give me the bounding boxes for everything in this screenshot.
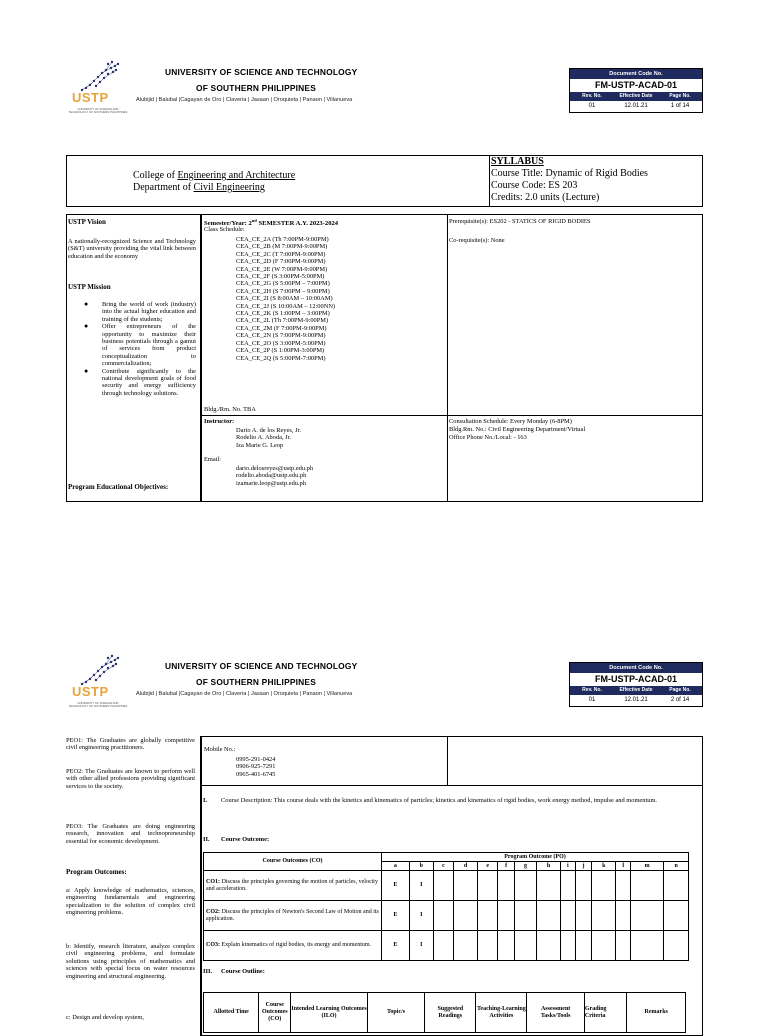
syllabus-heading: SYLLABUS: [491, 156, 544, 167]
po-mark: [498, 871, 515, 901]
po-mark: E: [382, 901, 410, 931]
mobile-number: 0995-291-0424: [236, 756, 276, 763]
page-no: 2 of 14: [670, 697, 690, 703]
title-box: [66, 155, 703, 207]
co-text: CO3: Explain kinematics of rigid bodies, its energy and momentum.: [204, 931, 382, 961]
mobile-number: 0965-401-6745: [236, 770, 276, 778]
mobile-list: [236, 756, 275, 778]
schedule-item: CEA_CE_2H (S 7:00PM – 9:00PM): [236, 287, 330, 295]
co-header: Course Outcomes (CO): [204, 853, 382, 871]
consultation-building: Bldg.Rm. No.: Civil Engineering Department/Virtual: [449, 426, 586, 433]
schedule-item: CEA_CE_2N (S 7:00PM-9:00PM): [236, 332, 326, 340]
po-mark: [454, 871, 478, 901]
po-mark: I: [409, 871, 433, 901]
schedule-item: CEA_CE_2O (S 3:00PM-5:00PM): [236, 339, 326, 347]
outline-header: Allotted Time: [204, 993, 259, 1033]
schedule-item: CEA_CE_2P (S 1:00PM-3:00PM): [236, 347, 325, 355]
po-mark: [433, 931, 453, 961]
ustp-logo: USTP UNIVERSITY OF SCIENCE AND TECHNOLOGY OF SOUTHERN PHILIPPINES: [68, 58, 130, 130]
email-address: dario.delosreyes@ustp.edu.ph: [236, 465, 314, 472]
schedule-item: CEA_CE_2A (Th 7:00PM-9:00PM): [236, 236, 329, 243]
po-mark: [616, 871, 631, 901]
mission-item: ● Contribute significantly to the national development goals of food security and energy sufficiency through technology solutions.: [82, 368, 196, 398]
po-mark: E: [382, 931, 410, 961]
mission-list: [82, 301, 196, 397]
po-letter: b: [409, 862, 433, 871]
po-mark: [575, 871, 592, 901]
schedule-item: CEA_CE_2L (Th 7:00PM-9:00PM): [236, 317, 329, 325]
co-row: [204, 901, 689, 931]
logo-dots-icon: [68, 58, 128, 94]
co-row: [204, 871, 689, 901]
instructor-name: Dario A. de los Reyes, Jr.: [236, 427, 301, 434]
mobile-label: Mobile No.:: [204, 746, 236, 753]
doc-code: FM-USTP-ACAD-01: [595, 674, 677, 684]
po-mark: [664, 901, 689, 931]
outline-header: Topic/s: [367, 993, 424, 1033]
effective-label: Effective Date: [614, 686, 658, 695]
university-name-line2: OF SOUTHERN PHILIPPINES: [196, 83, 317, 93]
po-letter: i: [561, 862, 576, 871]
po-mark: [498, 901, 515, 931]
po-mark: [514, 871, 536, 901]
rev-label: Rev. No.: [570, 92, 614, 101]
po-mark: [631, 871, 664, 901]
peo1: PEO1: The Graduates are globally competitive civil engineering practitioners.: [66, 737, 195, 752]
document-code-box: [569, 68, 703, 113]
section-number-iii: III.: [203, 968, 213, 975]
po-letter: h: [537, 862, 561, 871]
po-mark: [537, 901, 561, 931]
course-description: Course Description: This course deals with the kinetics and kinematics of particles; kinetics and kinematics of rigid bodies, work energy method, impulse and momentum.: [221, 797, 658, 804]
instructor-name: Rodelio A. Aboda, Jr.: [236, 434, 292, 442]
po-mark: [664, 871, 689, 901]
section-number-ii: II.: [203, 836, 210, 843]
po-mark: [575, 931, 592, 961]
schedule-item: CEA_CE_2Q (S 5:00PM-7:00PM): [236, 354, 326, 362]
po-header: Program Outcome (PO): [382, 853, 689, 862]
po-mark: [433, 901, 453, 931]
po-mark: [454, 901, 478, 931]
building-room: Bldg./Rm. No. TBA: [204, 406, 256, 413]
schedule-item: CEA_CE_2G (S 5:00PM – 7:00PM): [236, 280, 330, 288]
peo2: PEO2: The Graduates are known to perform well with other allied professions providing significant services to the society.: [66, 768, 195, 790]
doc-code-label: Document Code No.: [570, 663, 702, 673]
outline-header: Course Outcomes (CO): [259, 993, 291, 1033]
peo-title: Program Educational Objectives:: [68, 483, 169, 491]
po-letter: g: [514, 862, 536, 871]
po-letter: d: [454, 862, 478, 871]
po-mark: [478, 901, 498, 931]
po-mark: [592, 901, 616, 931]
mission-item: ● Offer entrepreneurs of the opportunity to maximize their business potentials through a gamut of services from product conceptualization to commercialization;: [82, 323, 196, 367]
rev-label: Rev. No.: [570, 686, 614, 695]
page-label: Page No.: [658, 686, 702, 695]
po-mark: [478, 871, 498, 901]
section-number-i: I.: [203, 797, 208, 804]
schedule-item: CEA_CE_2F (S 3:00PM-5:00PM): [236, 273, 325, 281]
mobile-number: 0906-925-7291: [236, 763, 276, 771]
mission-item: ● Bring the world of work (industry) into the actual higher education and training of the students;: [82, 301, 196, 323]
document-code-box: [569, 662, 703, 707]
schedule-item: CEA_CE_2J (S 10:00AM – 12:00NN): [236, 302, 336, 310]
schedule-item: CEA_CE_2B (M 7:00PM-9:00PM): [236, 243, 328, 251]
po-mark: [514, 931, 536, 961]
po-mark: [537, 871, 561, 901]
vision-text: A nationally-recognized Science and Technology (S&T) university providing the vital link between education and the economy: [68, 238, 196, 260]
program-outcome-a: a: Apply knowledge of mathematics, sciences, engineering fundamentals and engineering specialization to the solution of complex civil engineering problems.: [66, 887, 195, 917]
po-mark: [514, 901, 536, 931]
po-mark: [561, 871, 576, 901]
logo-dots-icon: [68, 652, 128, 688]
university-name-line2: OF SOUTHERN PHILIPPINES: [196, 677, 317, 687]
doc-code-label: Document Code No.: [570, 69, 702, 79]
po-letter: a: [382, 862, 410, 871]
email-label: Email:: [204, 456, 222, 463]
effective-label: Effective Date: [614, 92, 658, 101]
email-address: rodelio.aboda@ustp.edu.ph: [236, 472, 307, 480]
instructor-list: [236, 427, 301, 449]
po-mark: [616, 931, 631, 961]
po-letter: k: [592, 862, 616, 871]
instructor-name: Iza Marie G. Leop: [236, 441, 284, 449]
outline-header: Suggested Readings: [425, 993, 476, 1033]
po-mark: [592, 931, 616, 961]
office-phone: Office Phone No./Local: - 163: [449, 434, 527, 441]
semester-line: Semester/Year: 2nd SEMESTER A.Y. 2023-2024: [204, 218, 339, 228]
po-mark: [454, 931, 478, 961]
rev-no: 01: [588, 697, 596, 703]
po-mark: [478, 931, 498, 961]
schedule-item: CEA_CE_2K (S 1:00PM – 3:00PM): [236, 310, 330, 318]
po-mark: [433, 871, 453, 901]
peo3: PEO3: The Graduates are doing engineering research, innovation and technopreneurship essential for economic development.: [66, 823, 195, 845]
class-schedule-label: Class Schedule:: [204, 226, 245, 233]
po-mark: [561, 931, 576, 961]
po-mark: [561, 901, 576, 931]
corequisite: Co-requisite(s): None: [449, 237, 505, 244]
outline-header: Assessment Tasks/Tools: [527, 993, 584, 1033]
po-letter: l: [616, 862, 631, 871]
campus-list: Alubijid | Balubal |Cagayan de Oro | Claveria | Jasaan | Oroquieta | Panaon | Villanueva: [136, 97, 353, 103]
outline-header: Grading Criteria: [584, 993, 627, 1033]
university-name-line1: UNIVERSITY OF SCIENCE AND TECHNOLOGY: [165, 67, 358, 77]
program-outcome-b: b: Identify, research literature, analyze complex civil engineering problems, and formulate solutions using principles of mathematics and sciences with special focus on water resources engineering and structural engineering.: [66, 943, 195, 980]
doc-code: FM-USTP-ACAD-01: [595, 80, 677, 90]
schedule-item: CEA_CE_2C (T 7:00PM-9:00PM): [236, 250, 326, 258]
program-outcome-c: c: Design and develop system,: [66, 1014, 144, 1021]
po-mark: E: [382, 871, 410, 901]
course-outcome-label: Course Outcome:: [221, 836, 270, 843]
po-letter: f: [498, 862, 515, 871]
outline-header: Intended Learning Outcomes (ILO): [291, 993, 368, 1033]
ustp-logo: USTP UNIVERSITY OF SCIENCE AND TECHNOLOGY OF SOUTHERN PHILIPPINES: [68, 652, 130, 724]
schedule-item: CEA_CE_2E (W 7:00PM-9:00PM): [236, 265, 328, 273]
effective-date: 12.01.21: [624, 103, 648, 109]
university-name-line1: UNIVERSITY OF SCIENCE AND TECHNOLOGY: [165, 661, 358, 671]
course-outline-table: [203, 992, 686, 1033]
po-mark: [664, 931, 689, 961]
effective-date: 12.01.21: [624, 697, 648, 703]
mission-title: USTP Mission: [68, 283, 111, 291]
course-outline-label: Course Outline:: [221, 968, 265, 975]
email-address: izamarie.leop@ustp.edu.ph: [236, 479, 306, 487]
email-list: [236, 465, 313, 487]
po-mark: I: [409, 901, 433, 931]
vision-title: USTP Vision: [68, 218, 106, 226]
outline-header: Remarks: [627, 993, 686, 1033]
po-mark: [575, 901, 592, 931]
po-mark: [592, 871, 616, 901]
instructor-label: Instructor:: [204, 418, 235, 425]
po-mark: [498, 931, 515, 961]
po-letter: j: [575, 862, 592, 871]
co-text: CO1: Discuss the principles governing the motion of particles, velocity and acceleration.: [204, 871, 382, 901]
po-letter: e: [478, 862, 498, 871]
po-letter: c: [433, 862, 453, 871]
schedule-item: CEA_CE_2M (F 7:00PM-9:00PM): [236, 324, 327, 332]
prerequisite: Prerequisite(s): ES202 - STATICS OF RIGID BODIES: [449, 218, 591, 225]
po-mark: [537, 931, 561, 961]
schedule-item: CEA_CE_2I (S 8:00AM – 10:00AM): [236, 295, 333, 303]
campus-list: Alubijid | Balubal |Cagayan de Oro | Claveria | Jasaan | Oroquieta | Panaon | Villanueva: [136, 691, 353, 697]
po-letter: n: [664, 862, 689, 871]
course-outcome-table: [203, 852, 689, 961]
page-no: 1 of 14: [670, 103, 690, 109]
po-mark: I: [409, 931, 433, 961]
outline-header: Teaching-Learning Activities: [476, 993, 527, 1033]
college-line: College of Engineering and Architecture: [133, 170, 296, 181]
credits: Credits: 2.0 units (Lecture): [491, 192, 600, 203]
schedule-list: [236, 236, 335, 362]
po-mark: [631, 901, 664, 931]
page-label: Page No.: [658, 92, 702, 101]
course-code: Course Code: ES 203: [491, 180, 578, 191]
po-mark: [631, 931, 664, 961]
consultation-schedule: Consultation Schedule: Every Monday (6-8PM): [449, 418, 572, 425]
schedule-item: CEA_CE_2D (F 7:00PM-9:00PM): [236, 258, 326, 266]
course-title: Course Title: Dynamic of Rigid Bodies: [491, 168, 648, 179]
po-mark: [616, 901, 631, 931]
po-letter: m: [631, 862, 664, 871]
co-text: CO2: Discuss the principles of Newton's Second Law of Motion and its application.: [204, 901, 382, 931]
program-outcomes-title: Program Outcomes:: [66, 868, 127, 876]
department-line: Department of Civil Engineering: [133, 182, 265, 193]
co-row: [204, 931, 689, 961]
rev-no: 01: [588, 103, 596, 109]
